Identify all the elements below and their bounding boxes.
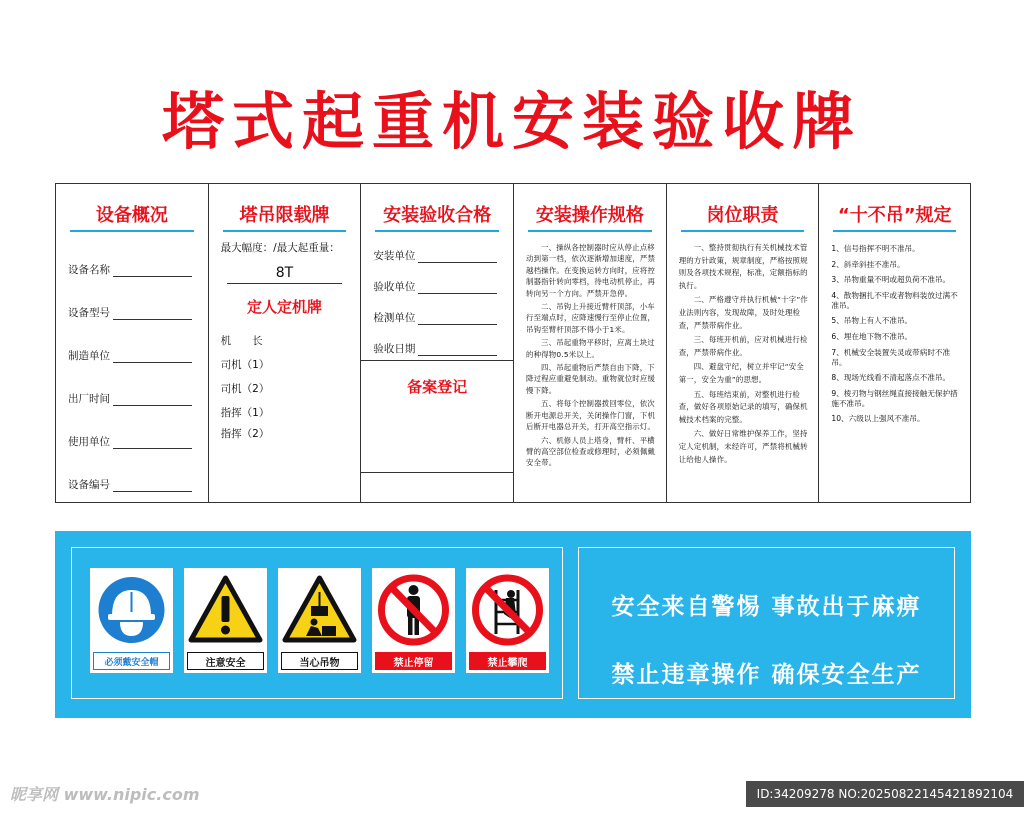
field-manufacture-date: 出厂时间 [68, 363, 208, 406]
sign-label: 当心吊物 [281, 652, 358, 670]
equipment-overview-column [56, 184, 209, 502]
sign-label: 禁止停留 [375, 652, 452, 670]
operation-spec-heading: 安装操作规格 [535, 205, 644, 226]
watermark-id-bar: ID:34209278 NO:20250822145421892104 [746, 781, 1024, 807]
load-plate-column [209, 184, 362, 502]
slogan-panel [578, 547, 955, 699]
field-user-unit: 使用单位 [68, 406, 208, 449]
field-acceptance-date: 验收日期 [373, 325, 513, 356]
operation-spec-column [514, 184, 667, 502]
rule-item: 7、机械安全装置失灵或带病时不准吊。 [831, 347, 951, 367]
equipment-overview-heading: 设备概况 [95, 205, 168, 226]
sign-wear-helmet [90, 568, 173, 673]
sign-label: 禁止攀爬 [469, 652, 546, 670]
watermark-left: 昵享网 www.nipic.com [10, 785, 200, 804]
max-load-label: 最大幅度：/最大起重量： [220, 242, 340, 254]
field-inspection-unit: 检测单位 [373, 294, 513, 325]
rule-item: 6、埋在地下物不准吊。 [831, 331, 913, 341]
safety-signs-panel [71, 547, 563, 699]
acceptance-heading: 安装验收合格 [383, 205, 492, 226]
rule-item: 3、吊物重量不明或超负荷不准吊。 [831, 275, 951, 285]
operator-captain: 机 长 [220, 335, 263, 347]
info-board [55, 183, 971, 503]
operator-list [209, 317, 361, 446]
record-divider [361, 360, 513, 361]
ten-no-lift-column [819, 184, 970, 502]
duties-heading: 岗位职责 [706, 205, 779, 226]
operator-signaller-2: 指挥（2） [220, 428, 270, 440]
sign-no-climbing [466, 568, 549, 673]
duties-column [667, 184, 820, 502]
rule-item: 9、棱刃物与钢丝绳直接接触无保护措施不准吊。 [831, 388, 958, 408]
rule-item: 4、散物捆扎不牢或者物料装放过满不准吊。 [831, 290, 958, 310]
operator-signaller-1: 指挥（1） [220, 407, 270, 419]
sign-suspended-load [278, 568, 361, 673]
person-machine-heading: 定人定机牌 [247, 298, 323, 316]
board-title: 塔式起重机安装验收牌 [161, 85, 862, 158]
operator-driver-2: 司机（2） [220, 383, 270, 395]
load-plate-heading: 塔吊限载牌 [239, 205, 330, 226]
rule-item: 10、六级以上强风不准吊。 [831, 414, 925, 424]
field-equipment-name: 设备名称 [68, 234, 208, 277]
sign-label: 必须戴安全帽 [93, 652, 170, 670]
slogan-line-1: 安全来自警惕 事故出于麻痹 [611, 594, 922, 620]
field-equipment-number: 设备编号 [68, 449, 208, 492]
rule-item: 5、吊物上有人不准吊。 [831, 316, 913, 326]
sign-caution [184, 568, 267, 673]
sign-label: 注意安全 [187, 652, 264, 670]
max-load-value: 8T [227, 265, 343, 284]
ten-no-lift-heading: “十不吊”规定 [837, 205, 952, 226]
operation-spec-text: 一、操纵各控制器时应从停止点移动到第一档，依次逐渐增加速度，严禁越档操作。在变换运转方向时，应将控制器指针转向零档，待电动机停止，再转向另一个方向。严禁开急停。 二、吊钩上升接近臂杆顶部，小车行至端点时，应降速慢行至停止位置，吊钩至臂杆顶部不得小于1米。 三、吊起重物平移时，应离土块过的种得物0.5米以上。 四、吊起重物后严禁自由下降，下降过程应重避免制动。重物就位时应缓慢下降。 五、将每个控制器拨回零位，依次断开电源总开关，关闭操作门窗，下机后断开电器总开关，打开高空指示灯。 六、机修人员上塔身，臂杆、平横臂的高空部位检查或修理时，必须佩戴安全带。 [526, 243, 656, 468]
record-heading: 备案登记 [407, 378, 468, 396]
rule-item: 8、现场光线看不清起落点不准吊。 [831, 373, 951, 383]
field-manufacturer: 制造单位 [68, 320, 208, 363]
safety-banner [55, 531, 971, 718]
rule-item: 1、信号指挥不明不准吊。 [831, 244, 920, 253]
sign-no-standing [372, 568, 455, 673]
field-acceptance-unit: 验收单位 [373, 263, 513, 294]
slogan-line-2: 禁止违章操作 确保安全生产 [611, 662, 922, 688]
field-equipment-model: 设备型号 [68, 277, 208, 320]
acceptance-column [361, 184, 514, 502]
field-installer: 安装单位 [373, 232, 513, 263]
duties-text: 一、整持贯彻执行有关机械技术管理的方针政策，规章制度，严格按照规则及各项技术规程，标准，定额指标的执行。 二、严格遵守并执行机械“十字”作业法则内容，发现故障，及时处理检查，严禁带病作业。 三、每班开机前，应对机械进行检查，严禁带病作业。 四、避盘守纪，树立并牢记“安全第一，安全为重”的思想。 五、每班结束前，对整机进行检查，做好各项原始记录的填写，确保机械技术档案的完整。 六、做好日常维护保养工作，坚持定人定机制，未经许可，严禁将机械转让给他人操作。 [678, 243, 809, 464]
operator-driver-1: 司机（1） [220, 359, 270, 371]
ten-no-lift-list [819, 232, 970, 424]
rule-item: 2、斜牵斜挂不准吊。 [831, 259, 905, 269]
